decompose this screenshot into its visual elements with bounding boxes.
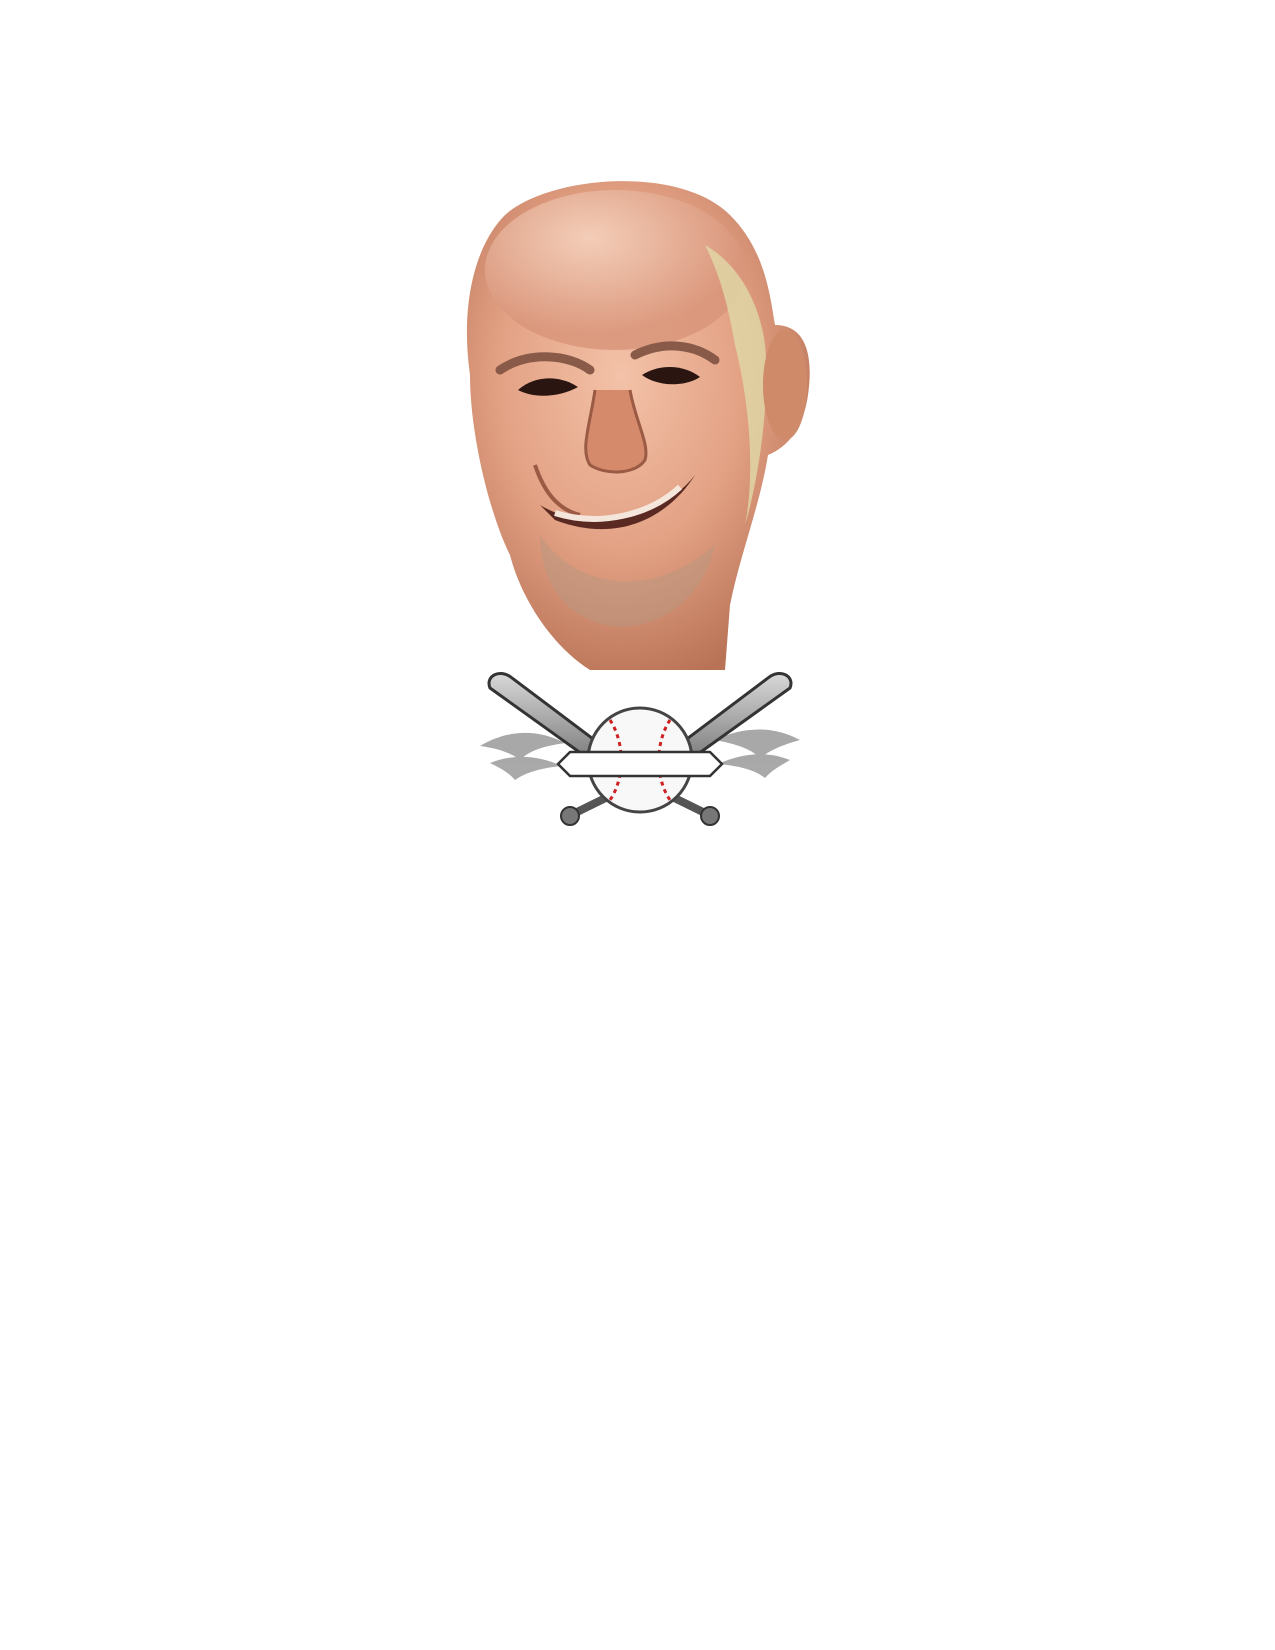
flame-left-icon bbox=[480, 733, 565, 780]
hhof-logo bbox=[470, 668, 810, 828]
flame-right-icon bbox=[715, 729, 800, 778]
portrait-photo bbox=[430, 175, 830, 675]
